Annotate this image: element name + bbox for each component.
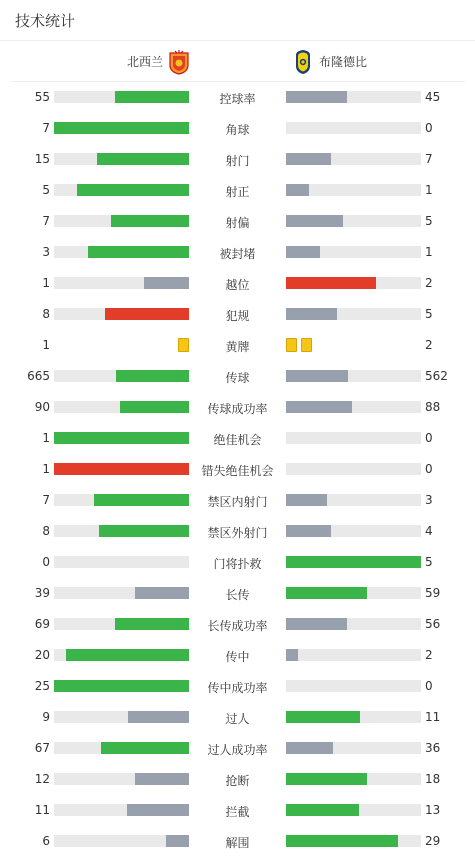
stat-row (0, 268, 475, 299)
home-value: 1 (42, 338, 50, 352)
away-stat-bar (286, 742, 421, 754)
away-value: 13 (425, 803, 441, 817)
away-bar-fill (286, 618, 347, 630)
home-stat-bar (54, 773, 189, 785)
home-stat-bar (54, 804, 189, 816)
home-stat-bar (54, 370, 189, 382)
teams-header (10, 41, 465, 82)
away-team[interactable] (293, 41, 367, 82)
away-bar-fill (286, 649, 298, 661)
home-value: 15 (34, 152, 50, 166)
away-value: 45 (425, 90, 441, 104)
home-bar-fill (66, 649, 189, 661)
home-bar-fill (128, 711, 189, 723)
stat-label: 角球 (225, 123, 250, 137)
away-stat-bar (286, 649, 421, 661)
away-stat-bar (286, 153, 421, 165)
home-value: 1 (42, 431, 50, 445)
stat-label: 射门 (225, 154, 250, 168)
home-stat-bar (54, 587, 189, 599)
home-bar-fill (101, 742, 189, 754)
home-bar-fill (135, 773, 189, 785)
stat-row (0, 640, 475, 671)
home-bar-fill (144, 277, 189, 289)
home-value: 3 (42, 245, 50, 259)
stat-row (0, 671, 475, 702)
home-value: 7 (42, 121, 50, 135)
away-stat-bar (286, 773, 421, 785)
away-value: 36 (425, 741, 441, 755)
home-stat-bar (54, 277, 189, 289)
stat-row (0, 113, 475, 144)
away-value: 1 (425, 245, 433, 259)
yellow-card-icon (178, 338, 189, 352)
home-bar-fill (105, 308, 189, 320)
stat-row (0, 547, 475, 578)
away-bar-fill (286, 370, 348, 382)
away-bar-fill (286, 525, 331, 537)
stat-label: 犯规 (225, 309, 250, 323)
home-value: 25 (34, 679, 50, 693)
home-stat-bar (54, 122, 189, 134)
away-bar-fill (286, 587, 367, 599)
home-value: 69 (34, 617, 50, 631)
home-value: 90 (34, 400, 50, 414)
away-stat-bar (286, 494, 421, 506)
away-stat-bar (286, 215, 421, 227)
stat-row (0, 702, 475, 733)
home-stat-bar (54, 463, 189, 475)
home-value: 8 (42, 307, 50, 321)
away-stat-bar (286, 277, 421, 289)
home-bar-fill (115, 618, 189, 630)
stat-row (0, 516, 475, 547)
away-value: 29 (425, 834, 441, 848)
home-value: 6 (42, 834, 50, 848)
away-stat-bar (286, 587, 421, 599)
home-value: 67 (34, 741, 50, 755)
away-value: 2 (425, 648, 433, 662)
home-team[interactable] (127, 41, 189, 82)
home-team-name: 北西兰 (126, 55, 163, 69)
away-team-name: 布隆德比 (319, 55, 368, 69)
away-bar-fill (286, 277, 376, 289)
home-value: 11 (34, 803, 50, 817)
away-value: 2 (425, 276, 433, 290)
home-value: 20 (34, 648, 50, 662)
stat-label: 长传成功率 (207, 619, 268, 633)
away-value: 0 (425, 462, 433, 476)
stat-label: 传球成功率 (207, 402, 268, 416)
stat-label: 过人 (225, 712, 250, 726)
stat-row (0, 609, 475, 640)
home-value: 665 (27, 369, 50, 383)
away-value: 5 (425, 555, 433, 569)
away-bar-fill (286, 401, 352, 413)
away-value: 0 (425, 679, 433, 693)
stat-row (0, 578, 475, 609)
home-stat-bar (54, 494, 189, 506)
home-bar-fill (88, 246, 189, 258)
home-bar-fill (54, 680, 189, 692)
home-value: 1 (42, 276, 50, 290)
away-bar-fill (286, 91, 347, 103)
home-bar-fill (54, 463, 189, 475)
away-stat-bar (286, 184, 421, 196)
away-bar-fill (286, 711, 360, 723)
home-yellow-cards (178, 338, 189, 352)
home-value: 8 (42, 524, 50, 538)
home-stat-bar (54, 91, 189, 103)
away-value: 0 (425, 431, 433, 445)
away-stat-bar (286, 556, 421, 568)
home-stat-bar (54, 525, 189, 537)
away-value: 56 (425, 617, 441, 631)
home-bar-fill (115, 91, 189, 103)
away-bar-fill (286, 215, 343, 227)
away-yellow-cards (286, 338, 312, 352)
home-bar-fill (120, 401, 189, 413)
home-bar-fill (94, 494, 189, 506)
away-stat-bar (286, 432, 421, 444)
home-stat-bar (54, 401, 189, 413)
stat-label: 射正 (225, 185, 250, 199)
home-bar-fill (135, 587, 189, 599)
away-value: 562 (425, 369, 448, 383)
stat-label: 门将扑救 (213, 557, 262, 571)
away-stat-bar (286, 122, 421, 134)
home-stat-bar (54, 184, 189, 196)
away-bar-fill (286, 773, 367, 785)
away-bar-fill (286, 308, 337, 320)
stats-header (0, 0, 475, 41)
home-bar-fill (97, 153, 189, 165)
away-bar-fill (286, 556, 421, 568)
away-value: 88 (425, 400, 441, 414)
stat-label: 长传 (225, 588, 250, 602)
stat-row (0, 330, 475, 361)
away-stat-bar (286, 308, 421, 320)
away-stat-bar (286, 91, 421, 103)
stat-row (0, 454, 475, 485)
away-value: 3 (425, 493, 433, 507)
stat-label: 传中成功率 (207, 681, 268, 695)
away-value: 2 (425, 338, 433, 352)
home-stat-bar (54, 556, 189, 568)
stat-label: 绝佳机会 (213, 433, 262, 447)
home-bar-fill (127, 804, 189, 816)
stat-row (0, 795, 475, 826)
home-value: 0 (42, 555, 50, 569)
home-stat-bar (54, 432, 189, 444)
home-value: 1 (42, 462, 50, 476)
stat-row (0, 206, 475, 237)
home-stat-bar (54, 649, 189, 661)
away-value: 7 (425, 152, 433, 166)
away-bar-fill (286, 804, 359, 816)
stat-label: 传球 (225, 371, 250, 385)
stat-row (0, 361, 475, 392)
home-bar-fill (54, 122, 189, 134)
away-stat-bar (286, 711, 421, 723)
away-stat-bar (286, 835, 421, 847)
away-stat-bar (286, 463, 421, 475)
home-value: 9 (42, 710, 50, 724)
stat-label: 射偏 (225, 216, 250, 230)
away-bar-fill (286, 246, 320, 258)
away-stat-bar (286, 525, 421, 537)
home-bar-fill (111, 215, 189, 227)
stat-label: 错失绝佳机会 (201, 464, 274, 478)
stat-row (0, 392, 475, 423)
away-bar-fill (286, 742, 333, 754)
home-bar-fill (54, 432, 189, 444)
stat-row (0, 826, 475, 857)
home-stat-bar (54, 711, 189, 723)
stat-row (0, 299, 475, 330)
away-stat-bar (286, 680, 421, 692)
away-bar-fill (286, 835, 398, 847)
stat-row (0, 423, 475, 454)
away-value: 5 (425, 214, 433, 228)
stat-label: 黄牌 (225, 340, 250, 354)
stat-label: 越位 (225, 278, 250, 292)
home-bar-fill (99, 525, 189, 537)
fc-nordsjaelland-crest-icon (169, 49, 189, 75)
home-stat-bar (54, 680, 189, 692)
home-bar-fill (166, 835, 189, 847)
page-title: 技术统计 (15, 12, 76, 30)
home-value: 7 (42, 493, 50, 507)
away-value: 4 (425, 524, 433, 538)
stat-label: 抢断 (225, 774, 250, 788)
stat-label: 禁区外射门 (207, 526, 268, 540)
stat-row (0, 733, 475, 764)
stat-row (0, 485, 475, 516)
stat-label: 被封堵 (219, 247, 256, 261)
stat-label: 解围 (225, 836, 250, 850)
home-value: 7 (42, 214, 50, 228)
home-stat-bar (54, 742, 189, 754)
away-stat-bar (286, 401, 421, 413)
yellow-card-icon (301, 338, 312, 352)
stat-row (0, 175, 475, 206)
away-bar-fill (286, 184, 309, 196)
yellow-card-icon (286, 338, 297, 352)
away-value: 1 (425, 183, 433, 197)
away-stat-bar (286, 804, 421, 816)
home-bar-fill (77, 184, 189, 196)
away-value: 18 (425, 772, 441, 786)
stat-row (0, 82, 475, 113)
stat-label: 过人成功率 (207, 743, 268, 757)
home-stat-bar (54, 215, 189, 227)
away-bar-fill (286, 153, 331, 165)
away-value: 5 (425, 307, 433, 321)
stat-label: 控球率 (219, 92, 256, 106)
home-value: 5 (42, 183, 50, 197)
home-value: 12 (34, 772, 50, 786)
home-stat-bar (54, 153, 189, 165)
home-bar-fill (116, 370, 189, 382)
stat-label: 禁区内射门 (207, 495, 268, 509)
home-stat-bar (54, 308, 189, 320)
stats-table (0, 82, 475, 857)
away-stat-bar (286, 370, 421, 382)
away-value: 0 (425, 121, 433, 135)
away-stat-bar (286, 246, 421, 258)
stat-row (0, 764, 475, 795)
away-value: 59 (425, 586, 441, 600)
home-stat-bar (54, 618, 189, 630)
home-stat-bar (54, 835, 189, 847)
stat-row (0, 237, 475, 268)
home-value: 55 (34, 90, 50, 104)
stat-row (0, 144, 475, 175)
stat-label: 传中 (225, 650, 250, 664)
home-stat-bar (54, 246, 189, 258)
away-stat-bar (286, 618, 421, 630)
stat-label: 拦截 (225, 805, 250, 819)
away-bar-fill (286, 494, 327, 506)
away-value: 11 (425, 710, 441, 724)
brondby-crest-icon (293, 49, 313, 75)
home-value: 39 (34, 586, 50, 600)
